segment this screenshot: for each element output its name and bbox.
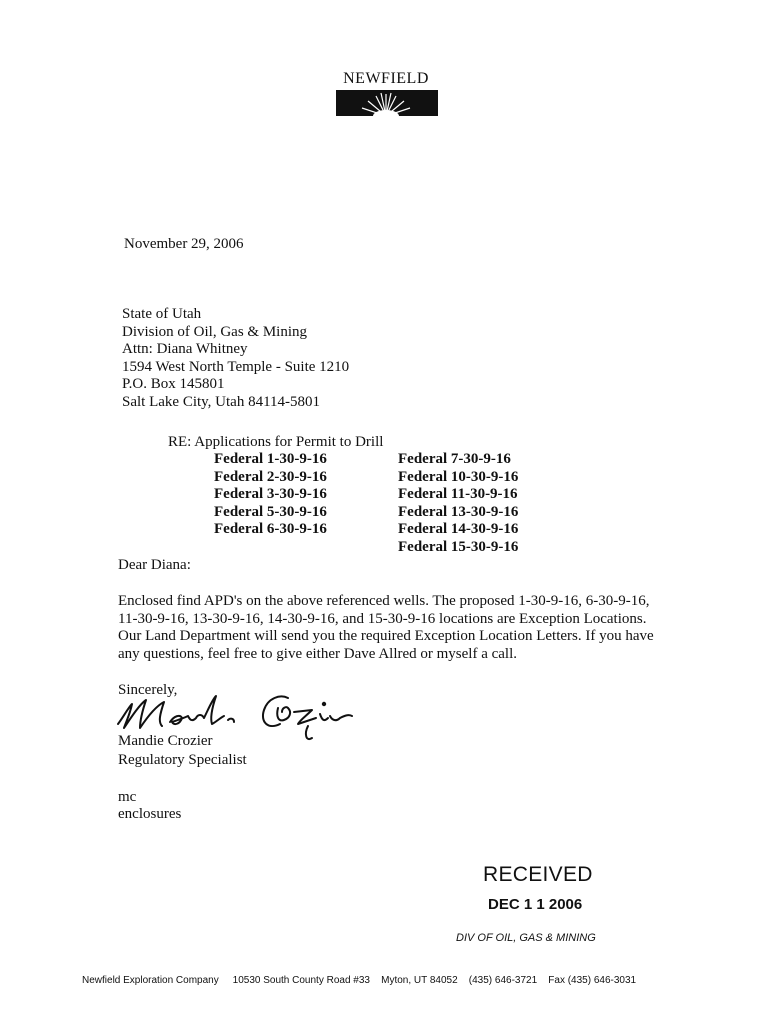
signer-title: Regulatory Specialist	[118, 752, 247, 768]
well-item: Federal 5-30-9-16	[214, 503, 327, 520]
body-line: Enclosed find APD's on the above referenced wells. The proposed 1-30-9-16, 6-30-9-16,	[118, 593, 650, 609]
division-stamp: DIV OF OIL, GAS & MINING	[456, 932, 596, 944]
company-logo-text: NEWFIELD	[343, 70, 429, 87]
footer-phone: (435) 646-3721	[468, 975, 538, 986]
wells-list-left	[214, 451, 327, 539]
received-stamp: RECEIVED	[483, 863, 593, 886]
sunburst-logo-icon	[336, 90, 438, 116]
address-line: Salt Lake City, Utah 84114-5801	[122, 393, 321, 410]
well-item: Federal 13-30-9-16	[398, 503, 519, 520]
well-item: Federal 11-30-9-16	[398, 486, 518, 503]
well-item: Federal 1-30-9-16	[214, 451, 327, 467]
well-item: Federal 14-30-9-16	[398, 521, 519, 538]
well-item: Federal 6-30-9-16	[214, 521, 327, 538]
received-date-stamp: DEC 1 1 2006	[488, 896, 583, 913]
address-line: 1594 West North Temple - Suite 1210	[122, 358, 350, 375]
wells-list-right	[398, 451, 518, 557]
address-line: Division of Oil, Gas & Mining	[122, 323, 308, 340]
address-line: State of Utah	[122, 306, 202, 322]
well-item: Federal 10-30-9-16	[398, 468, 519, 485]
address-line: Attn: Diana Whitney	[122, 341, 248, 357]
footer-contact	[82, 975, 702, 986]
body-line: 11-30-9-16, 13-30-9-16, 14-30-9-16, and 15-30-9-16 locations are Exception Locations.	[118, 610, 647, 627]
body-line: any questions, feel free to give either Dave Allred or myself a call.	[118, 645, 518, 662]
body-paragraph	[118, 593, 678, 663]
salutation: Dear Diana:	[118, 557, 191, 573]
closing: Sincerely,	[118, 682, 178, 698]
body-line: Our Land Department will send you the required Exception Location Letters. If you have	[118, 628, 654, 644]
re-line: RE: Applications for Permit to Drill	[168, 434, 384, 450]
footer-address: 10530 South County Road #33	[232, 975, 370, 986]
well-item: Federal 2-30-9-16	[214, 468, 327, 485]
address-line: P.O. Box 145801	[122, 376, 225, 392]
footer-company: Newfield Exploration Company	[82, 975, 219, 986]
signer-name: Mandie Crozier	[118, 733, 213, 749]
recipient-address	[122, 306, 349, 411]
enclosures-note: enclosures	[118, 806, 182, 822]
well-item: Federal 7-30-9-16	[398, 451, 511, 467]
typist-initials: mc	[118, 789, 137, 805]
footer-fax: Fax (435) 646-3031	[548, 975, 637, 986]
footer-city: Myton, UT 84052	[381, 975, 458, 986]
letter-date: November 29, 2006	[124, 236, 244, 252]
well-item: Federal 15-30-9-16	[398, 538, 519, 555]
well-item: Federal 3-30-9-16	[214, 486, 327, 503]
